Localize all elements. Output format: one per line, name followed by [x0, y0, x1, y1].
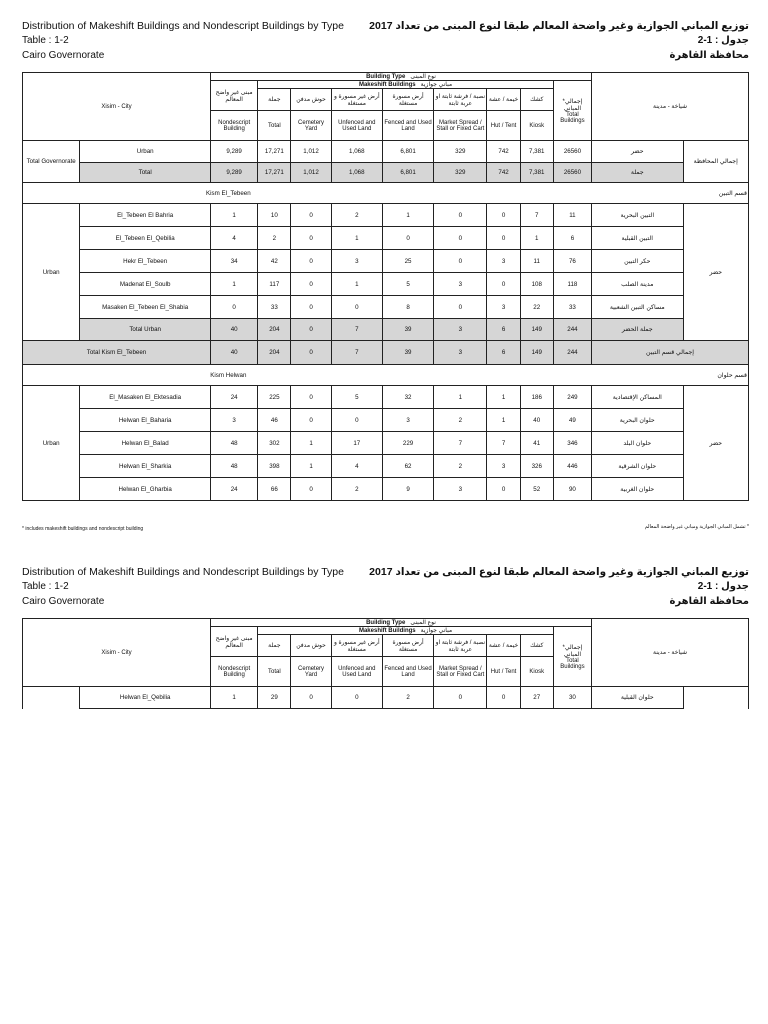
- cell: 1: [291, 432, 331, 455]
- data-table: [22, 72, 749, 501]
- page-2: [22, 566, 749, 709]
- group-cell-ar: [683, 687, 748, 709]
- column-header-total-buildings: *إجمالي المباني Total Buildings: [553, 81, 591, 141]
- row-label-ar: حلوان البحرية: [592, 409, 684, 432]
- cell: 6,801: [382, 163, 433, 183]
- column-header-hut-ar: خيمة / عشة: [487, 635, 520, 657]
- cell: 398: [258, 455, 291, 478]
- cell: 229: [382, 432, 433, 455]
- row-label-ar: مدينة الصلب: [592, 273, 684, 296]
- cell: 0: [291, 296, 331, 319]
- cell: 7: [434, 432, 487, 455]
- cell: 1: [331, 273, 382, 296]
- cell: 3: [434, 478, 487, 501]
- cell: 66: [258, 478, 291, 501]
- table-row: [23, 687, 749, 709]
- cell: 6: [487, 319, 520, 341]
- cell: 2: [258, 227, 291, 250]
- cell: 0: [434, 296, 487, 319]
- section-title: Kism Helwan: [23, 365, 434, 386]
- cell: 0: [291, 386, 331, 409]
- row-label-ar: التبين البحرية: [592, 204, 684, 227]
- title-en: Distribution of Makeshift Buildings and Nondescript Buildings by Type: [22, 20, 344, 32]
- section-title-ar: قسم التبين: [434, 183, 749, 204]
- cell: 24: [211, 478, 258, 501]
- section-title: Kism El_Tebeen: [23, 183, 434, 204]
- cell: 17: [331, 432, 382, 455]
- cell: 32: [382, 386, 433, 409]
- cell: 76: [553, 250, 591, 273]
- cell: 17,271: [258, 163, 291, 183]
- column-header-market-ar: نصبة / فرشة ثابتة او عربة ثابتة: [434, 89, 487, 111]
- page-1: [22, 20, 749, 501]
- row-label: Madenat El_Soulb: [80, 273, 211, 296]
- row-label: Total Urban: [80, 319, 211, 341]
- title-en: Distribution of Makeshift Buildings and Nondescript Buildings by Type: [22, 566, 344, 578]
- column-header-fenced: Fenced and Used Land: [382, 111, 433, 141]
- row-label-ar: حلوان الغربية: [592, 478, 684, 501]
- cell: 1: [211, 204, 258, 227]
- cell: 34: [211, 250, 258, 273]
- column-header-city: Xisim - City: [23, 619, 211, 687]
- column-header-cemetery-ar: حوش مدفن: [291, 635, 331, 657]
- cell: 3: [487, 250, 520, 273]
- cell: 0: [331, 409, 382, 432]
- cell: 48: [211, 432, 258, 455]
- cell: 742: [487, 141, 520, 163]
- cell: 39: [382, 319, 433, 341]
- column-header-unfenced-ar: أرض غير مسورة و مستغلة: [331, 89, 382, 111]
- group-label-ar: حضر: [683, 204, 748, 341]
- row-label-ar: مساكن التبين الشعبية: [592, 296, 684, 319]
- row-label: Total: [80, 163, 211, 183]
- cell: 7,381: [520, 163, 553, 183]
- section-header: [23, 183, 749, 204]
- cell: 9,289: [211, 141, 258, 163]
- cell: 90: [553, 478, 591, 501]
- row-label: Hekr El_Tebeen: [80, 250, 211, 273]
- cell: 30: [553, 687, 591, 709]
- cell: 0: [291, 341, 331, 365]
- column-header-nondescript: Nondescript Building: [211, 657, 258, 687]
- cell: 26560: [553, 163, 591, 183]
- row-label-ar: التبين القبلية: [592, 227, 684, 250]
- cell: 0: [487, 687, 520, 709]
- cell: 41: [520, 432, 553, 455]
- cell: 3: [434, 341, 487, 365]
- column-header-makeshift: Makeshift Buildings مباني جوازية: [258, 627, 554, 635]
- table-row: [23, 478, 749, 501]
- cell: 33: [553, 296, 591, 319]
- cell: 2: [434, 409, 487, 432]
- cell: 2: [331, 204, 382, 227]
- group-label: Urban: [23, 204, 80, 341]
- cell: 0: [291, 250, 331, 273]
- governorate-en: Cairo Governorate: [22, 596, 105, 607]
- cell: 108: [520, 273, 553, 296]
- cell: 52: [520, 478, 553, 501]
- gov-total-label-ar: إجمالي المحافظة: [683, 141, 748, 183]
- table-row: [23, 250, 749, 273]
- cell: 225: [258, 386, 291, 409]
- column-header-building-type: Building Type نوع المبنى: [211, 619, 592, 627]
- cell: 2: [434, 455, 487, 478]
- cell: 9,289: [211, 163, 258, 183]
- cell: 0: [434, 204, 487, 227]
- table-row: [23, 141, 749, 163]
- cell: 204: [258, 319, 291, 341]
- cell: 3: [331, 250, 382, 273]
- column-header-kiosk-ar: كشك: [520, 635, 553, 657]
- column-header-nondescript: Nondescript Building: [211, 111, 258, 141]
- cell: 1: [382, 204, 433, 227]
- cell: 7: [331, 341, 382, 365]
- cell: 0: [487, 227, 520, 250]
- cell: 0: [291, 478, 331, 501]
- column-header-unfenced: Unfenced and Used Land: [331, 657, 382, 687]
- cell: 3: [434, 319, 487, 341]
- cell: 48: [211, 455, 258, 478]
- cell: 0: [487, 204, 520, 227]
- table-row: [23, 386, 749, 409]
- table-row: [23, 227, 749, 250]
- cell: 0: [291, 319, 331, 341]
- column-header-total-ar: جملة: [258, 89, 291, 111]
- cell: 0: [382, 227, 433, 250]
- cell: 742: [487, 163, 520, 183]
- group-label-ar: حضر: [683, 386, 748, 501]
- cell: 0: [291, 687, 331, 709]
- column-header-cemetery: Cemetery Yard: [291, 111, 331, 141]
- cell: 7,381: [520, 141, 553, 163]
- cell: 0: [434, 227, 487, 250]
- cell: 22: [520, 296, 553, 319]
- column-header-nondescript-ar: مبنى غير واضح المعالم: [211, 627, 258, 657]
- column-header-nondescript-ar: مبنى غير واضح المعالم: [211, 81, 258, 111]
- table-number-en: Table : 1-2: [22, 581, 69, 592]
- cell: 24: [211, 386, 258, 409]
- cell: 7: [487, 432, 520, 455]
- cell: 3: [487, 296, 520, 319]
- title-ar: توزيع المباني الجوازية وغير واضحة المعالم طبقا لنوع المبنى من تعداد 2017: [369, 566, 749, 578]
- cell: 4: [331, 455, 382, 478]
- cell: 118: [553, 273, 591, 296]
- cell: 117: [258, 273, 291, 296]
- gov-total-label: Total Governorate: [23, 141, 80, 183]
- cell: 0: [291, 273, 331, 296]
- cell: 11: [520, 250, 553, 273]
- cell: 1: [291, 455, 331, 478]
- table-row: [23, 163, 749, 183]
- cell: 1: [487, 409, 520, 432]
- column-header-cemetery: Cemetery Yard: [291, 657, 331, 687]
- cell: 249: [553, 386, 591, 409]
- cell: 29: [258, 687, 291, 709]
- cell: 4: [211, 227, 258, 250]
- table-row: [23, 409, 749, 432]
- page-header: [22, 20, 749, 72]
- column-header-kiosk: Kiosk: [520, 657, 553, 687]
- column-header-makeshift: Makeshift Buildings مباني جوازية: [258, 81, 554, 89]
- table-row: [23, 319, 749, 341]
- column-header-market: Market Spread / Stall or Fixed Cart: [434, 111, 487, 141]
- row-label: Helwan El_Sharkia: [80, 455, 211, 478]
- governorate-en: Cairo Governorate: [22, 50, 105, 61]
- column-header-kiosk: Kiosk: [520, 111, 553, 141]
- cell: 9: [382, 478, 433, 501]
- cell: 10: [258, 204, 291, 227]
- row-label: Helwan El_Balad: [80, 432, 211, 455]
- cell: 6,801: [382, 141, 433, 163]
- cell: 0: [291, 409, 331, 432]
- row-label: El_Tebeen El Bahria: [80, 204, 211, 227]
- cell: 0: [434, 687, 487, 709]
- cell: 5: [331, 386, 382, 409]
- cell: 346: [553, 432, 591, 455]
- column-header-total: Total: [258, 111, 291, 141]
- group-label: Urban: [23, 386, 80, 501]
- cell: 0: [291, 227, 331, 250]
- governorate-ar: محافظة القاهرة: [669, 596, 749, 607]
- table-row: [23, 455, 749, 478]
- cell: 7: [331, 319, 382, 341]
- section-title-ar: قسم حلوان: [434, 365, 749, 386]
- row-label-ar: حلوان الشرقية: [592, 455, 684, 478]
- column-header-total-buildings: *إجمالي المباني Total Buildings: [553, 627, 591, 687]
- cell: 46: [258, 409, 291, 432]
- title-ar: توزيع المباني الجوازية وغير واضحة المعالم طبقا لنوع المبنى من تعداد 2017: [369, 20, 749, 32]
- cell: 1,068: [331, 141, 382, 163]
- column-header-total: Total: [258, 657, 291, 687]
- cell: 0: [487, 273, 520, 296]
- cell: 11: [553, 204, 591, 227]
- cell: 0: [487, 478, 520, 501]
- column-header-market: Market Spread / Stall or Fixed Cart: [434, 657, 487, 687]
- column-header-city-ar: شياخة - مدينة: [592, 73, 749, 141]
- row-label: El_Tebeen El_Qebilia: [80, 227, 211, 250]
- cell: 8: [382, 296, 433, 319]
- cell: 244: [553, 341, 591, 365]
- row-label-ar: حلوان البلد: [592, 432, 684, 455]
- cell: 17,271: [258, 141, 291, 163]
- row-label: Total Kism El_Tebeen: [23, 341, 211, 365]
- table-row: [23, 341, 749, 365]
- cell: 0: [291, 204, 331, 227]
- group-cell: [23, 687, 80, 709]
- cell: 329: [434, 163, 487, 183]
- column-header-building-type: Building Type نوع المبنى: [211, 73, 592, 81]
- table-number-ar: جدول : 1-2: [697, 35, 749, 46]
- table-row: [23, 432, 749, 455]
- data-table: [22, 618, 749, 709]
- cell: 244: [553, 319, 591, 341]
- column-header-city-ar: شياخة - مدينة: [592, 619, 749, 687]
- cell: 204: [258, 341, 291, 365]
- column-header-fenced-ar: أرض مسورة مستغلة: [382, 635, 433, 657]
- cell: 149: [520, 319, 553, 341]
- cell: 1: [211, 273, 258, 296]
- cell: 1: [520, 227, 553, 250]
- row-label-ar: حكر التبين: [592, 250, 684, 273]
- cell: 1,068: [331, 163, 382, 183]
- cell: 0: [211, 296, 258, 319]
- row-label-ar: المساكن الإقتصادية: [592, 386, 684, 409]
- cell: 62: [382, 455, 433, 478]
- table-number-en: Table : 1-2: [22, 35, 69, 46]
- cell: 5: [382, 273, 433, 296]
- cell: 0: [331, 296, 382, 319]
- row-label-ar: حلوان القبلية: [592, 687, 684, 709]
- row-label-ar: حضر: [592, 141, 684, 163]
- row-label: Helwan El_Gharbia: [80, 478, 211, 501]
- cell: 1: [211, 687, 258, 709]
- cell: 1,012: [291, 163, 331, 183]
- row-label: Helwan El_Qebilia: [80, 687, 211, 709]
- cell: 25: [382, 250, 433, 273]
- page-header: [22, 566, 749, 618]
- section-header: [23, 365, 749, 386]
- column-header-city: Xisim - City: [23, 73, 211, 141]
- cell: 42: [258, 250, 291, 273]
- row-label: Masaken El_Tebeen El_Shabia: [80, 296, 211, 319]
- column-header-unfenced: Unfenced and Used Land: [331, 111, 382, 141]
- column-header-unfenced-ar: أرض غير مسورة و مستغلة: [331, 635, 382, 657]
- cell: 2: [331, 478, 382, 501]
- cell: 6: [553, 227, 591, 250]
- cell: 40: [211, 341, 258, 365]
- table-number-ar: جدول : 1-2: [697, 581, 749, 592]
- row-label: Helwan El_Baharia: [80, 409, 211, 432]
- cell: 33: [258, 296, 291, 319]
- cell: 27: [520, 687, 553, 709]
- cell: 1: [487, 386, 520, 409]
- column-header-hut: Hut / Tent: [487, 657, 520, 687]
- row-label: El_Masaken El_Ektesadia: [80, 386, 211, 409]
- row-label-ar: جملة الحضر: [592, 319, 684, 341]
- row-label-ar: إجمالي قسم التبين: [592, 341, 749, 365]
- column-header-market-ar: نصبة / فرشة ثابتة او عربة ثابتة: [434, 635, 487, 657]
- cell: 3: [382, 409, 433, 432]
- cell: 302: [258, 432, 291, 455]
- cell: 326: [520, 455, 553, 478]
- cell: 186: [520, 386, 553, 409]
- cell: 40: [211, 319, 258, 341]
- cell: 6: [487, 341, 520, 365]
- row-label: Urban: [80, 141, 211, 163]
- cell: 0: [331, 687, 382, 709]
- governorate-ar: محافظة القاهرة: [669, 50, 749, 61]
- cell: 446: [553, 455, 591, 478]
- cell: 26560: [553, 141, 591, 163]
- column-header-fenced-ar: أرض مسورة مستغلة: [382, 89, 433, 111]
- table-row: [23, 204, 749, 227]
- footnote: * includes makeshift buildings and nondescript building: [22, 526, 144, 532]
- cell: 3: [211, 409, 258, 432]
- cell: 7: [520, 204, 553, 227]
- cell: 3: [487, 455, 520, 478]
- column-header-kiosk-ar: كشك: [520, 89, 553, 111]
- cell: 1,012: [291, 141, 331, 163]
- footnote-ar: * تشمل المباني الجوازية ومباني غير واضحة المعالم: [644, 524, 749, 530]
- cell: 1: [331, 227, 382, 250]
- row-label-ar: جملة: [592, 163, 684, 183]
- cell: 0: [434, 250, 487, 273]
- cell: 49: [553, 409, 591, 432]
- column-header-fenced: Fenced and Used Land: [382, 657, 433, 687]
- column-header-hut-ar: خيمة / عشة: [487, 89, 520, 111]
- cell: 2: [382, 687, 433, 709]
- table-row: [23, 273, 749, 296]
- cell: 1: [434, 386, 487, 409]
- column-header-cemetery-ar: حوش مدفن: [291, 89, 331, 111]
- cell: 3: [434, 273, 487, 296]
- cell: 329: [434, 141, 487, 163]
- table-row: [23, 296, 749, 319]
- cell: 40: [520, 409, 553, 432]
- column-header-hut: Hut / Tent: [487, 111, 520, 141]
- column-header-total-ar: جملة: [258, 635, 291, 657]
- cell: 149: [520, 341, 553, 365]
- cell: 39: [382, 341, 433, 365]
